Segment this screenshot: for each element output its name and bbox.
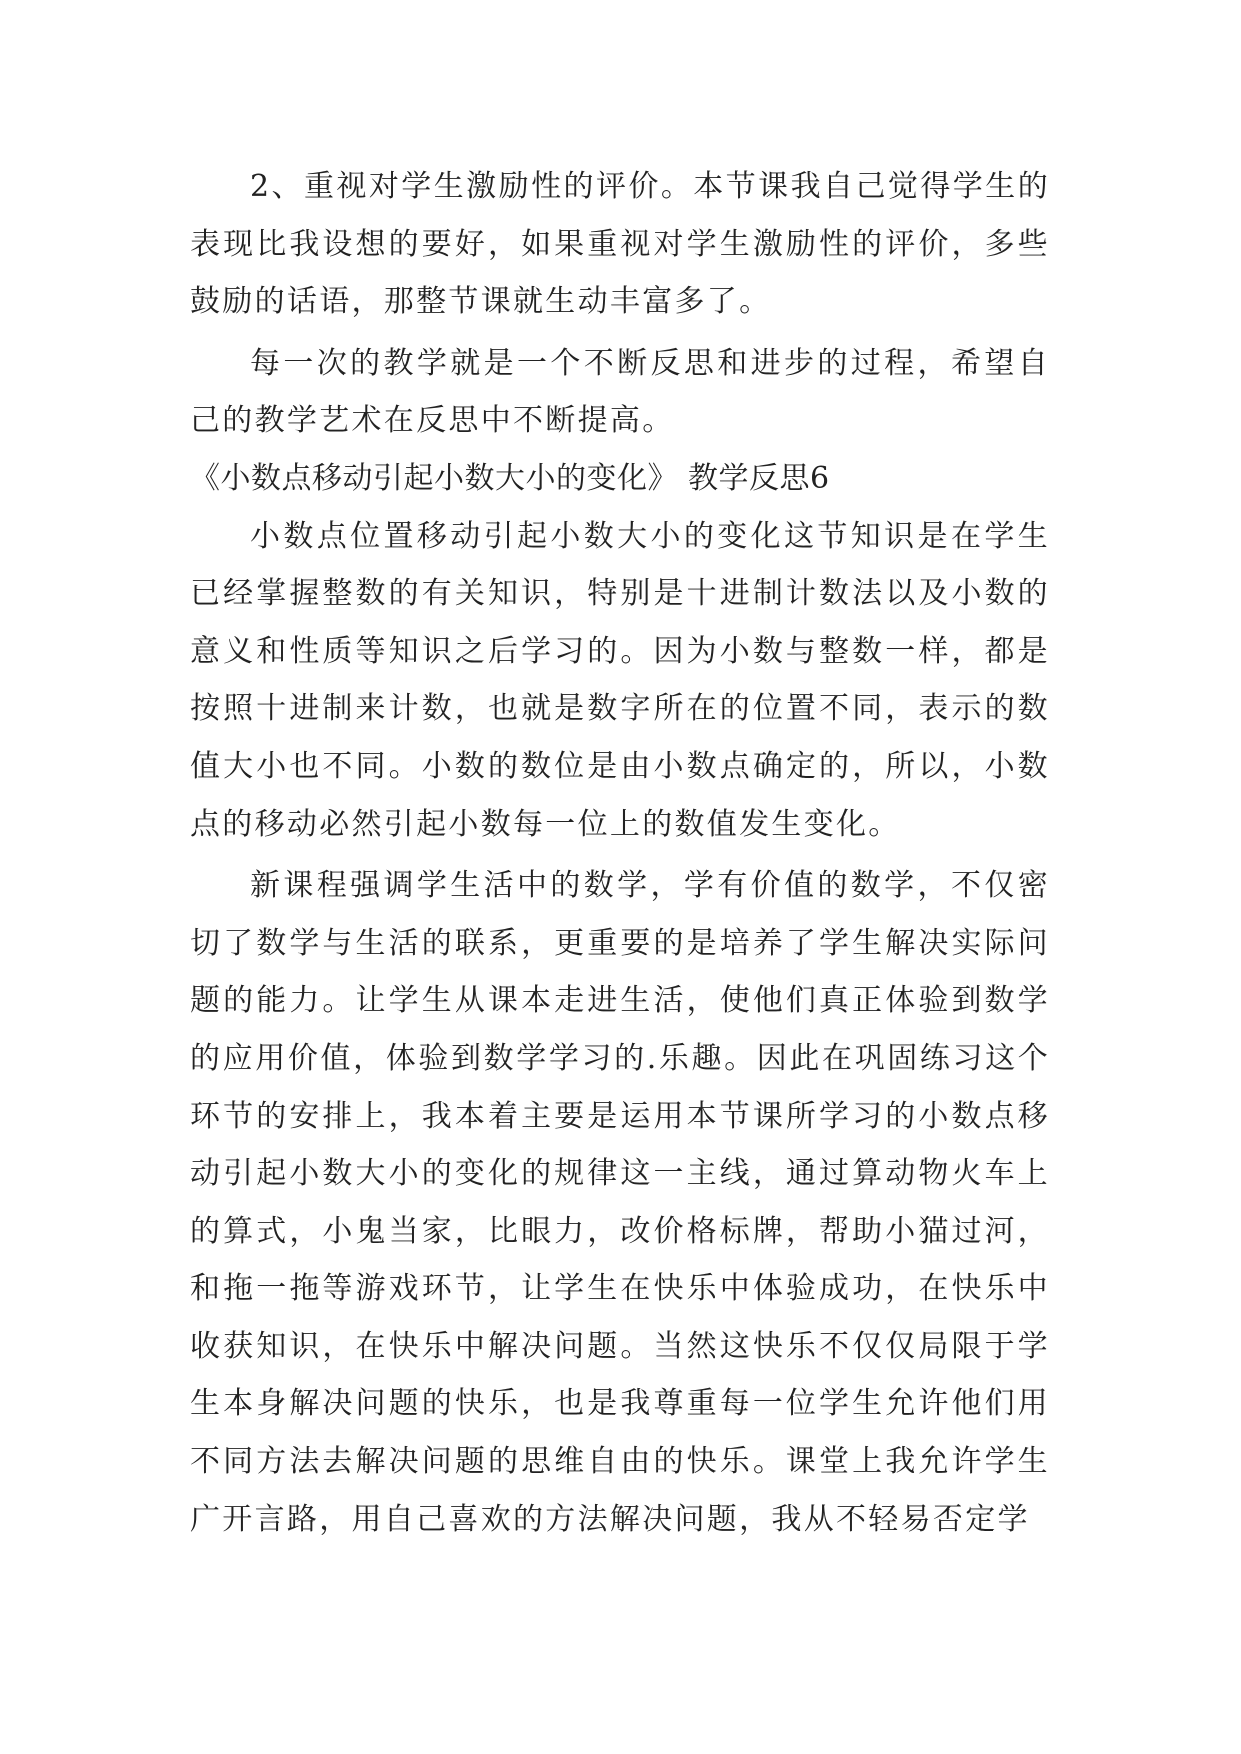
- paragraph-decimal-point-knowledge: 小数点位置移动引起小数大小的变化这节知识是在学生已经掌握整数的有关知识，特别是十进制计数法以及小数的意义和性质等知识之后学习的。因为小数与整数一样，都是按照十进制来计数，也就是数字所在的位置不同，表示的数值大小也不同。小数的数位是由小数点确定的，所以，小数点的移动必然引起小数每一位上的数值发生变化。: [190, 518, 1050, 842]
- paragraph-encouragement: 2、重视对学生激励性的评价。本节课我自己觉得学生的表现比我设想的要好，如果重视对学生激励性的评价，多些鼓励的话语，那整节课就生动丰富多了。: [190, 169, 1050, 320]
- paragraph-new-curriculum: 新课程强调学生活中的数学，学有价值的数学，不仅密切了数学与生活的联系，更重要的是培养了学生解决实际问题的能力。让学生从课本走进生活，使他们真正体验到数学的应用价值，体验到数学学习的.乐趣。因此在巩固练习这个环节的安排上，我本着主要是运用本节课所学习的小数点移动引起小数大小的变化的规律这一主线，通过算动物火车上的算式，小鬼当家，比眼力，改价格标牌，帮助小猫过河，和拖一拖等游戏环节，让学生在快乐中体验成功，在快乐中收获知识，在快乐中解决问题。当然这快乐不仅仅局限于学生本身解决问题的快乐，也是我尊重每一位学生允许他们用不同方法去解决问题的思维自由的快乐。课堂上我允许学生广开言路，用自己喜欢的方法解决问题，我从不轻易否定学: [190, 868, 1050, 1537]
- paragraph-reflection-summary: 每一次的教学就是一个不断反思和进步的过程，希望自己的教学艺术在反思中不断提高。: [190, 345, 1050, 439]
- section-heading: 《小数点移动引起小数大小的变化》 教学反思6: [190, 460, 830, 496]
- document-body: [190, 158, 1050, 1548]
